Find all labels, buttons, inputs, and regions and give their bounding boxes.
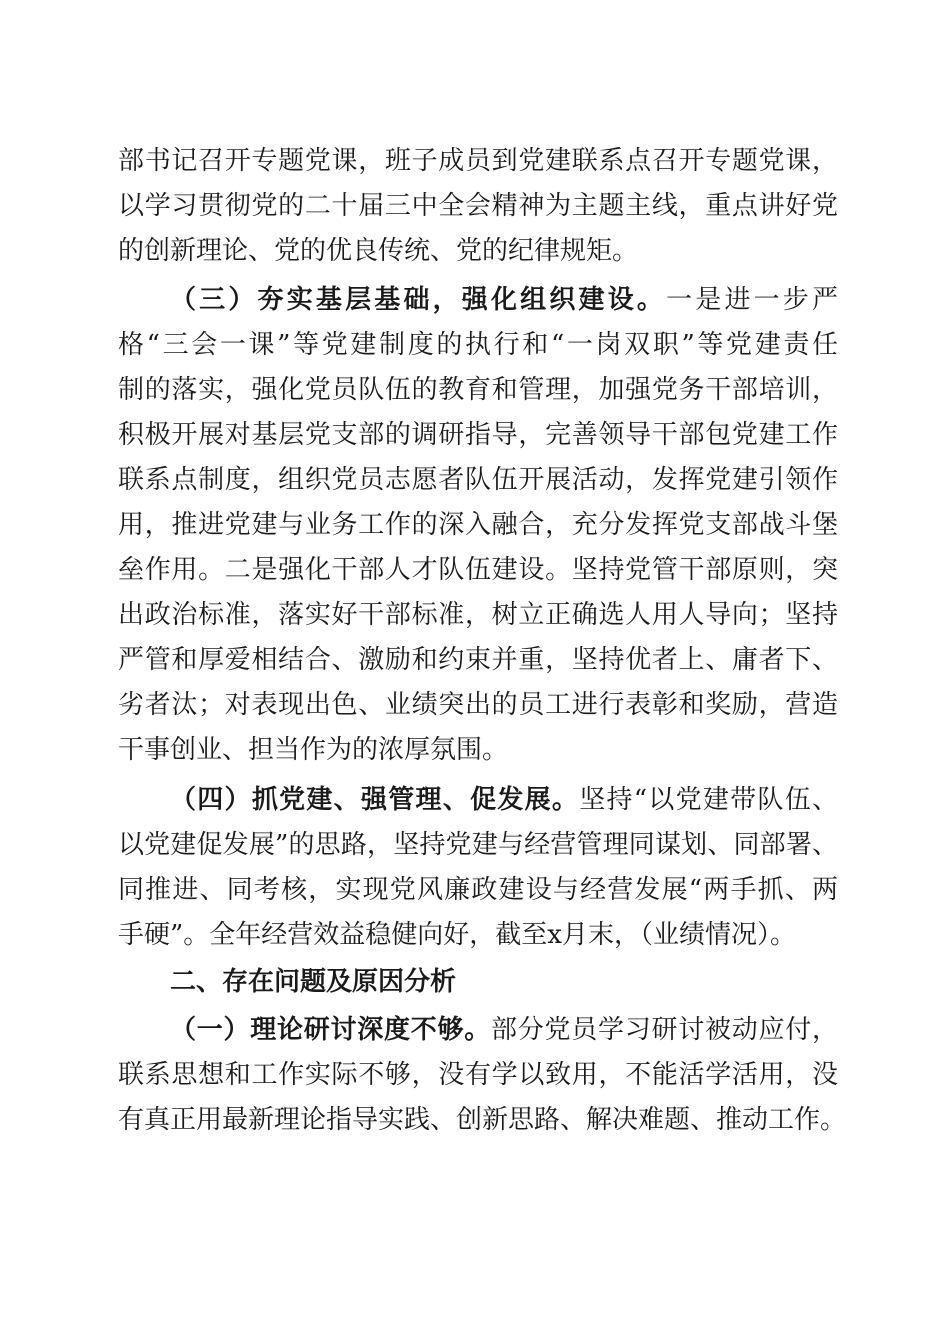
line-text: 有真正用最新理论指导实践、创新思路、解决难题、推动工作。 [118, 1105, 847, 1135]
paragraph-line [118, 325, 838, 365]
line-text: 积极开展对基层党支部的调研指导，完善领导干部包党建工作 [118, 420, 838, 450]
section-lead: （三）夯实基层基础，强化组织建设。 [170, 285, 667, 315]
line-text: 一是进一步严 [666, 285, 838, 315]
paragraph-line [118, 825, 838, 865]
line-text: 同推进、同考核，实现党风廉政建设与经营发展“两手抓、两 [118, 875, 838, 905]
section-lead: （四）抓党建、强管理、促发展。 [170, 785, 580, 815]
paragraph-line [118, 915, 838, 955]
paragraph-line [118, 640, 838, 680]
line-text: 联系点制度，组织党员志愿者队伍开展活动，发挥党建引领作 [118, 465, 838, 495]
paragraph-line [118, 231, 838, 271]
paragraph-line [118, 730, 838, 770]
line-text: 出政治标准，落实好干部标准，树立正确选人用人导向；坚持 [118, 600, 838, 630]
paragraph-line [170, 1010, 838, 1050]
line-text: 严管和厚爱相结合、激励和约束并重，坚持优者上、庸者下、 [118, 645, 838, 675]
line-text: 垒作用。二是强化干部人才队伍建设。坚持党管干部原则，突 [118, 555, 838, 585]
paragraph-line [118, 141, 838, 181]
line-text: 坚持“以党建带队伍、 [579, 785, 838, 815]
paragraph-line [170, 780, 838, 820]
line-text: 联系思想和工作实际不够，没有学以致用，不能活学活用，没 [118, 1060, 838, 1090]
paragraph-line [118, 595, 838, 635]
line-text: 制的落实，强化党员队伍的教育和管理，加强党务干部培训， [118, 375, 838, 405]
paragraph-line [118, 685, 838, 725]
paragraph-line [118, 186, 838, 226]
line-text: 用，推进党建与业务工作的深入融合，充分发挥党支部战斗堡 [118, 510, 838, 540]
line-text: 以学习贯彻党的二十届三中全会精神为主题主线，重点讲好党 [118, 191, 838, 221]
paragraph-line [170, 280, 838, 320]
line-text: 的创新理论、党的优良传统、党的纪律规矩。 [118, 236, 639, 266]
paragraph-line [118, 505, 838, 545]
paragraph-line [118, 870, 838, 910]
paragraph-line [118, 460, 838, 500]
paragraph-line [118, 415, 838, 455]
paragraph-line [118, 1100, 847, 1140]
line-text: 格“三会一课”等党建制度的执行和“一岗双职”等党建责任 [118, 330, 838, 360]
paragraph-line [118, 370, 838, 410]
section-lead: （一）理论研讨深度不够。 [170, 1015, 491, 1045]
line-text: 部分党员学习研讨被动应付， [491, 1015, 838, 1045]
paragraph-line [118, 550, 838, 590]
line-text: 部书记召开专题党课，班子成员到党建联系点召开专题党课， [118, 146, 838, 176]
paragraph-line [118, 1055, 838, 1095]
line-text: 干事创业、担当作为的浓厚氛围。 [118, 735, 509, 765]
line-text: 以党建促发展”的思路，坚持党建与经营管理同谋划、同部署、 [118, 830, 838, 860]
section-heading: 二、存在问题及原因分析 [170, 967, 457, 997]
line-text: 手硬”。全年经营效益稳健向好，截至x月末，（业绩情况）。 [118, 920, 796, 950]
line-text: 劣者汰；对表现出色、业绩突出的员工进行表彰和奖励，营造 [118, 690, 838, 720]
